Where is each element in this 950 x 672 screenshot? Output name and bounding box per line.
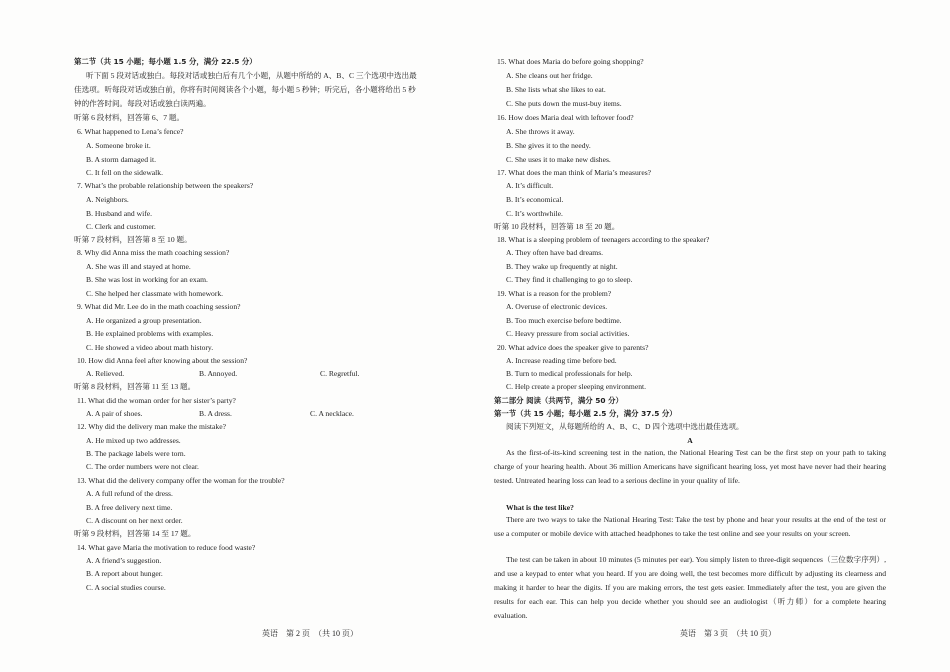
material-label: 听第 8 段材料，回答第 11 至 13 题。 xyxy=(74,382,196,391)
passage-paragraph: There are two ways to take the National Hearing Test: Take the test by phone and hear your results at the end of the test or use a computer or mobile device with attached headphones to take the test online and see your results on your screen. xyxy=(494,515,886,538)
option: B. Husband and wife. xyxy=(86,209,153,218)
section1-title: 第一节（共 15 小题；每小题 2.5 分，满分 37.5 分） xyxy=(494,409,677,418)
option: B. A dress. xyxy=(199,409,232,418)
option: A. He organized a group presentation. xyxy=(86,316,202,325)
option: A. She was ill and stayed at home. xyxy=(86,262,191,271)
option: C. A social studies course. xyxy=(86,583,166,592)
option: C. He showed a video about math history. xyxy=(86,343,214,352)
option: C. She puts down the must-buy items. xyxy=(506,99,622,108)
option: C. Clerk and customer. xyxy=(86,222,156,231)
option: A. A full refund of the dress. xyxy=(86,489,173,498)
option: A. Neighbors. xyxy=(86,195,129,204)
question-6: 6. What happened to Lena’s fence? xyxy=(77,127,184,136)
option: A. It’s difficult. xyxy=(506,181,554,190)
part2-title: 第二部分 阅读（共两节，满分 50 分） xyxy=(494,396,623,405)
option: B. A free delivery next time. xyxy=(86,503,173,512)
option: C. She uses it to make new dishes. xyxy=(506,155,611,164)
material-label: 听第 6 段材料，回答第 6、7 题。 xyxy=(74,113,185,122)
option: A. He mixed up two addresses. xyxy=(86,436,181,445)
option: A. Relieved. xyxy=(86,369,125,378)
material-label: 听第 7 段材料，回答第 8 至 10 题。 xyxy=(74,235,192,244)
option: B. A report about hunger. xyxy=(86,569,163,578)
option: B. She was lost in working for an exam. xyxy=(86,275,208,284)
option: B. It’s economical. xyxy=(506,195,564,204)
option: B. She lists what she likes to eat. xyxy=(506,85,606,94)
option: C. A necklace. xyxy=(310,409,354,418)
option: C. A discount on her next order. xyxy=(86,516,183,525)
option: C. Regretful. xyxy=(320,369,360,378)
passage-paragraph: As the first-of-its-kind screening test in the nation, the National Hearing Test can be the first step on your path to taking charge of your hearing health. About 36 million Americans have significant hearing loss, yet most have never had their hearing tested. Untreated hearing loss can lead to a serious decline in your quality of life. xyxy=(494,448,886,485)
option: B. He explained problems with examples. xyxy=(86,329,214,338)
option: B. Annoyed. xyxy=(199,369,238,378)
option: A. They often have bad dreams. xyxy=(506,248,604,257)
option: B. Too much exercise before bedtime. xyxy=(506,316,622,325)
question-11: 11. What did the woman order for her sister’s party? xyxy=(77,396,236,405)
page-footer: 英语 第 2 页 （共 10 页） xyxy=(262,629,358,638)
option: A. A friend’s suggestion. xyxy=(86,556,162,565)
option: C. The order numbers were not clear. xyxy=(86,462,199,471)
instruction-line: 钟的作答时间。每段对话或独白读两遍。 xyxy=(74,99,211,108)
option: B. Turn to medical professionals for help. xyxy=(506,369,633,378)
instruction-line: 听下面 5 段对话或独白。每段对话或独白后有几个小题，从题中所给的 A、B、C 三个选项中选出最 xyxy=(86,71,417,80)
option: B. They wake up frequently at night. xyxy=(506,262,618,271)
option: A. Overuse of electronic devices. xyxy=(506,302,608,311)
option: A. Someone broke it. xyxy=(86,141,151,150)
option: C. It’s worthwhile. xyxy=(506,209,563,218)
material-label: 听第 9 段材料，回答第 14 至 17 题。 xyxy=(74,529,196,538)
question-17: 17. What does the man think of Maria’s measures? xyxy=(497,168,652,177)
question-18: 18. What is a sleeping problem of teenagers according to the speaker? xyxy=(497,235,710,244)
question-13: 13. What did the delivery company offer the woman for the trouble? xyxy=(77,476,285,485)
option: B. The package labels were torn. xyxy=(86,449,186,458)
passage-paragraph: The test can be taken in about 10 minutes (5 minutes per ear). You simply listen to three-digit sequences（三位数字序列）, and use a keypad to enter what you heard. If you are doing well, the test becomes more difficult by adjusting its clearness and making it harder to hear the digits. If you are making errors, the test gets easier. Immediately after the test, you are given the results for each ear. This can help you decide whether you should see an audiologist（听力师）for a complete hearing evaluation. xyxy=(494,555,886,620)
question-16: 16. How does Maria deal with leftover food? xyxy=(497,113,634,122)
question-10: 10. How did Anna feel after knowing about the session? xyxy=(77,356,248,365)
question-15: 15. What does Maria do before going shopping? xyxy=(497,57,644,66)
option: B. A storm damaged it. xyxy=(86,155,157,164)
reading-instruction: 阅读下列短文，从每题所给的 A、B、C、D 四个选项中选出最佳选项。 xyxy=(506,422,744,431)
option: A. A pair of shoes. xyxy=(86,409,143,418)
option: C. She helped her classmate with homework. xyxy=(86,289,224,298)
instruction-line: 佳选项。听每段对话或独白前，你将有时间阅读各个小题，每小题 5 秒钟；听完后，各小题将给出 5 秒 xyxy=(74,85,416,94)
question-12: 12. Why did the delivery man make the mistake? xyxy=(77,422,226,431)
question-14: 14. What gave Maria the motivation to reduce food waste? xyxy=(77,543,256,552)
question-20: 20. What advice does the speaker give to parents? xyxy=(497,343,649,352)
passage-subheading: What is the test like? xyxy=(506,503,574,512)
question-19: 19. What is a reason for the problem? xyxy=(497,289,612,298)
question-9: 9. What did Mr. Lee do in the math coaching session? xyxy=(77,302,241,311)
section2-title: 第二节（共 15 小题；每小题 1.5 分，满分 22.5 分） xyxy=(74,57,257,66)
option: C. Heavy pressure from social activities. xyxy=(506,329,630,338)
option: C. They find it challenging to go to sleep. xyxy=(506,275,633,284)
option: C. It fell on the sidewalk. xyxy=(86,168,163,177)
option: B. She gives it to the needy. xyxy=(506,141,591,150)
option: A. She throws it away. xyxy=(506,127,575,136)
question-8: 8. Why did Anna miss the math coaching session? xyxy=(77,248,230,257)
option: C. Help create a proper sleeping environment. xyxy=(506,382,647,391)
question-7: 7. What’s the probable relationship between the speakers? xyxy=(77,181,254,190)
page-footer: 英语 第 3 页 （共 10 页） xyxy=(680,629,776,638)
passage-label: A xyxy=(687,436,693,445)
option: A. Increase reading time before bed. xyxy=(506,356,617,365)
option: A. She cleans out her fridge. xyxy=(506,71,593,80)
material-label: 听第 10 段材料，回答第 18 至 20 题。 xyxy=(494,222,620,231)
